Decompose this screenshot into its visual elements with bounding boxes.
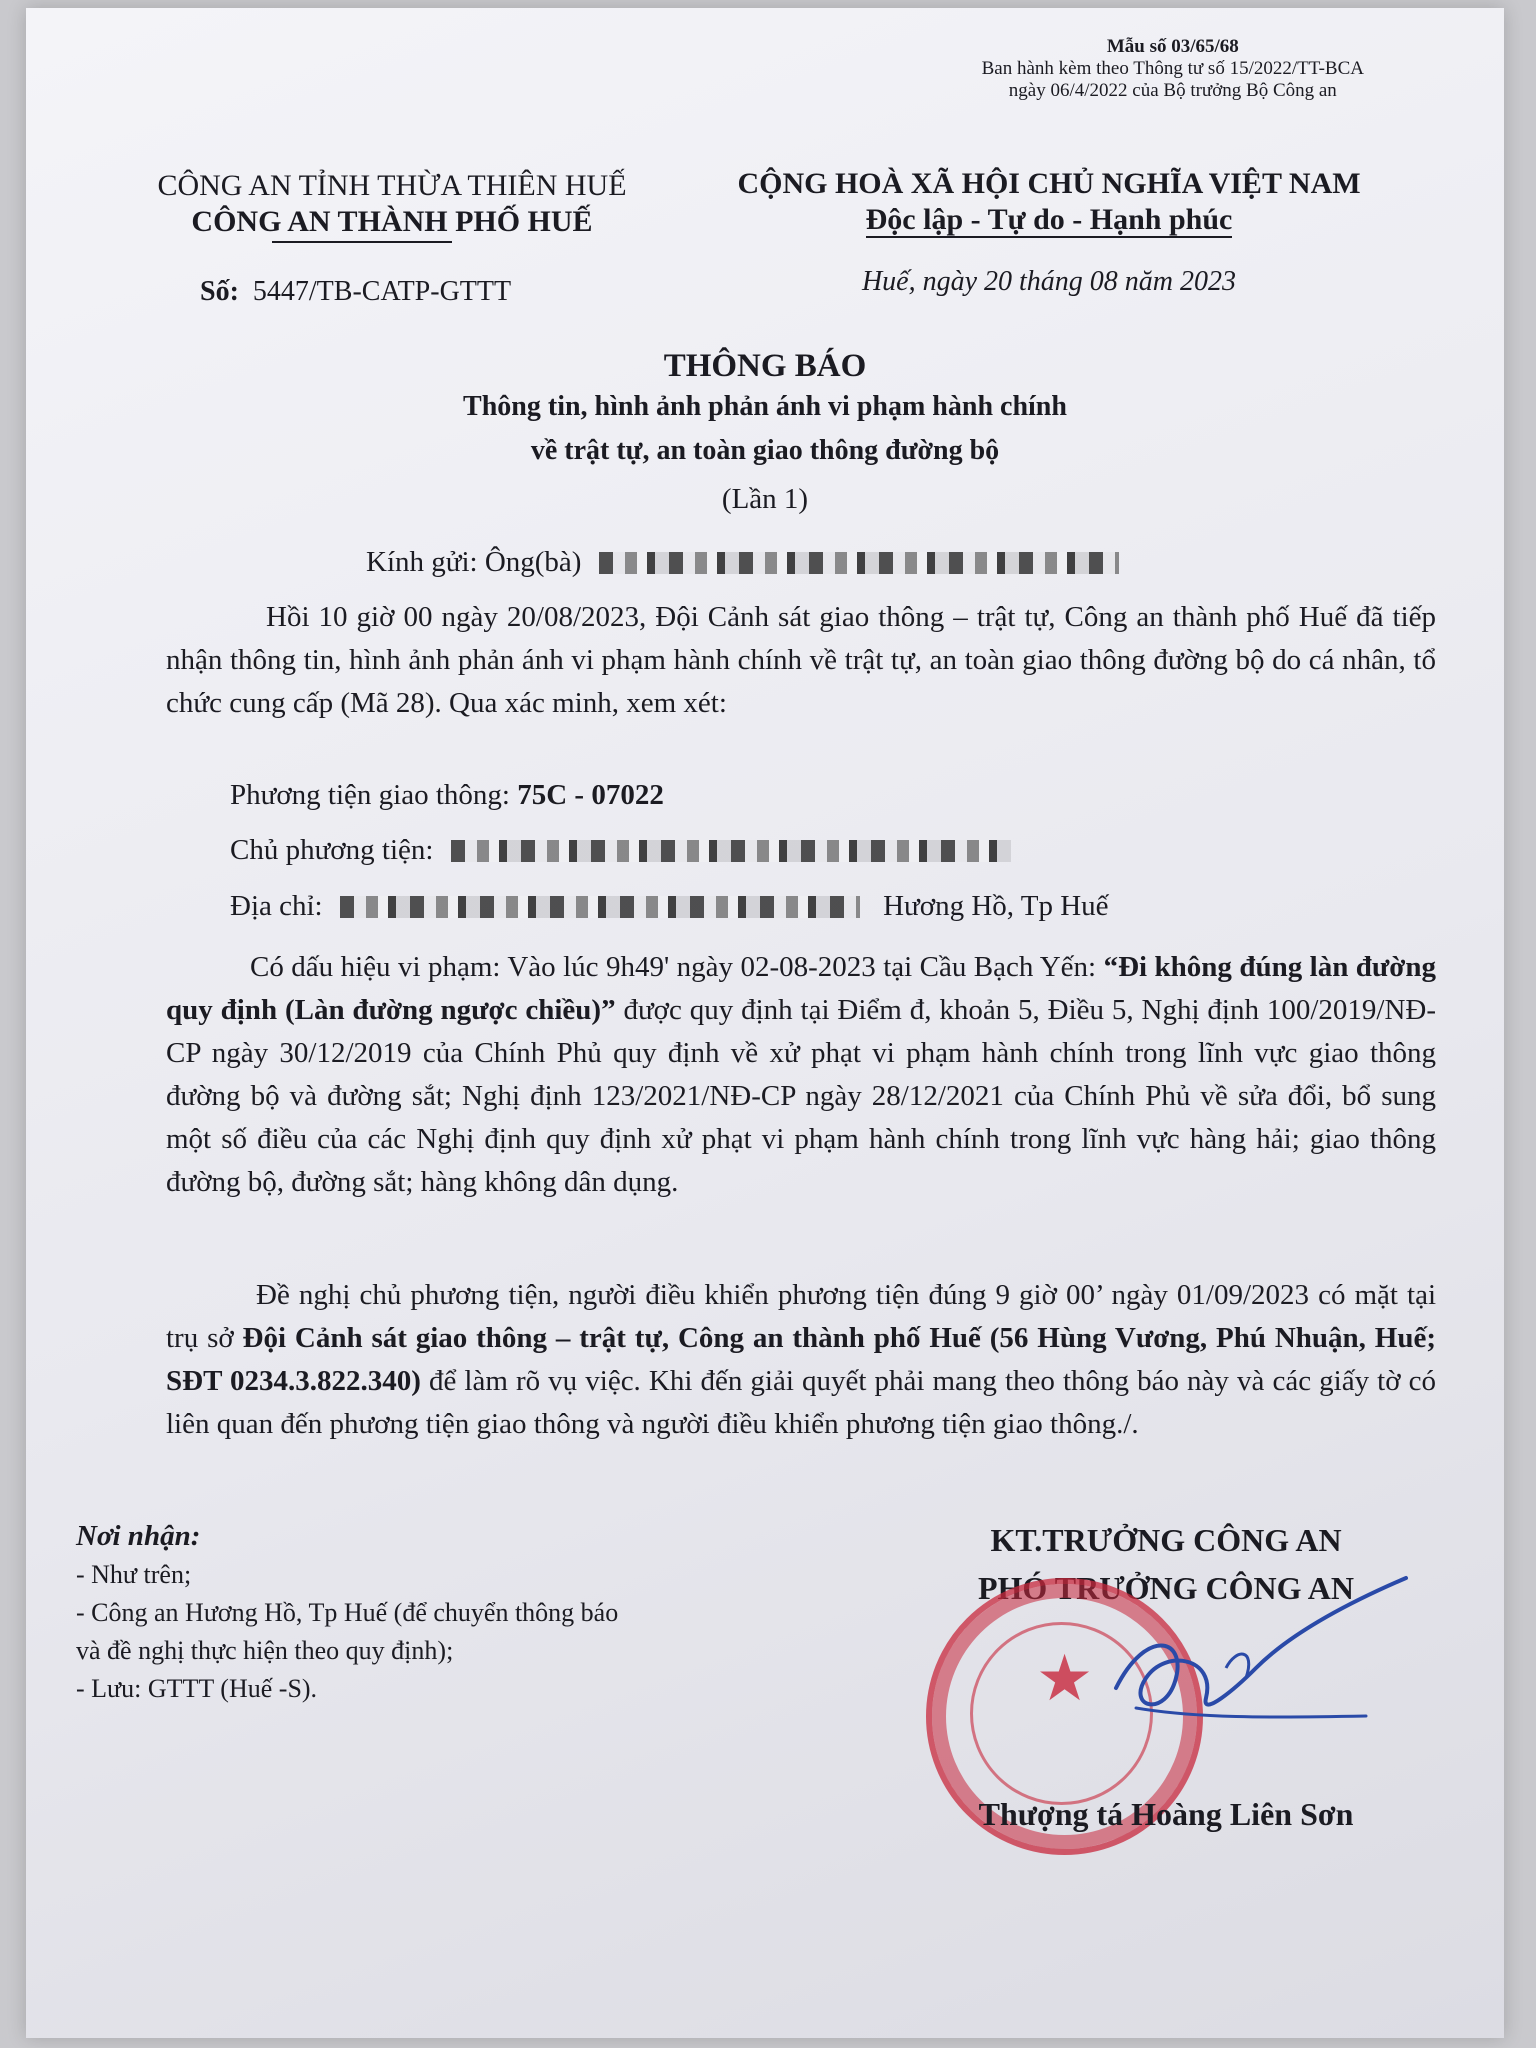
agency-underline: [272, 241, 452, 243]
signature-line-2: PHÓ TRƯỞNG CÔNG AN: [977, 1570, 1354, 1606]
nation-name: CỘNG HOÀ XÃ HỘI CHỦ NGHĨA VIỆT NAM: [737, 167, 1361, 200]
recipient-item: - Như trên;: [76, 1560, 192, 1589]
form-code: Mẫu số 03/65/68: [1106, 36, 1239, 57]
agency-unit: [122, 204, 662, 240]
paragraph-3-text-a: Đề nghị chủ phương tiện, người điều khiển phương tiện đúng 9 giờ 00’ ngày 01/09/2023 có mặt tại trụ sở: [166, 1279, 1436, 1354]
paragraph-1-text: Hồi 10 giờ 00 ngày 20/08/2023, Đội Cảnh sát giao thông – trật tự, Công an thành phố Huế đã tiếp nhận thông tin, hình ảnh phản ánh vi phạm hành chính về trật tự, an toàn giao thông đường bộ do cá nhân, tổ chức cung cấp (Mã 28). Qua xác minh, xem xét:: [166, 601, 1436, 719]
signature-line-1: KT.TRƯỞNG CÔNG AN: [990, 1522, 1342, 1558]
address-label: Địa chỉ:: [230, 890, 323, 922]
recipient-line: [366, 540, 1119, 584]
number-label: Số:: [200, 276, 239, 307]
address-tail: Hương Hồ, Tp Huế: [883, 890, 1109, 922]
recipient-label: Kính gửi: Ông(bà): [366, 546, 582, 578]
vehicle-plate: 75C - 07022: [517, 779, 664, 811]
owner-line: [230, 828, 1011, 872]
doc-subtitle-2: về trật tự, an toàn giao thông đường bộ: [530, 435, 1000, 466]
recipients-heading: Nơi nhận:: [76, 1520, 201, 1552]
title-block: [26, 348, 1504, 521]
redacted-address: [340, 896, 860, 918]
paragraph-2-text-a: Có dấu hiệu vi phạm: Vào lúc 9h49' ngày 02-08-2023 tại Cầu Bạch Yến:: [250, 951, 1104, 983]
recipient-item: và đề nghị thực hiện theo quy định);: [76, 1636, 454, 1665]
agency-unit-text: CÔNG AN THÀNH PHỐ HUẾ: [191, 205, 593, 238]
document-sheet: [26, 8, 1504, 2038]
nation-header: [694, 166, 1404, 238]
violation-description: “Đi không đúng làn đường quy định (Làn đường ngược chiều)”: [166, 951, 1436, 1026]
paragraph-3-text-b: để làm rõ vụ việc. Khi đến giải quyết phải mang theo thông báo này và các giấy tờ có liên quan đến phương tiện giao thông và người điều khiển phương tiện giao thông./.: [166, 1365, 1436, 1440]
vehicle-line: [230, 773, 664, 817]
form-date-line: ngày 06/4/2022 của Bộ trưởng Bộ Công an: [1008, 80, 1337, 101]
form-issuance-line: Ban hành kèm theo Thông tư số 15/2022/TT-BCA: [981, 58, 1364, 79]
recipients-block: [76, 1516, 618, 1708]
paragraph-3: [166, 1274, 1436, 1446]
vehicle-label: Phương tiện giao thông:: [230, 779, 510, 811]
nation-motto: [694, 202, 1404, 238]
doc-subtitle-1: Thông tin, hình ảnh phản ánh vi phạm hành chính: [463, 391, 1067, 422]
address-line: [230, 884, 1109, 928]
paragraph-2-text-b: được quy định tại Điểm đ, khoản 5, Điều 5, Nghị định 100/2019/NĐ-CP ngày 30/12/2019 của Chính Phủ quy định về xử phạt vi phạm hành chính trong lĩnh vực giao thông đường bộ và đường sắt; Nghị định 123/2021/NĐ-CP ngày 28/12/2021 của Chính Phủ về sửa đổi, bổ sung một số điều của các Nghị định quy định xử phạt vi phạm hành chính trong lĩnh vực hàng hải; giao thông đường bộ, đường sắt; hàng không dân dụng.: [166, 994, 1436, 1198]
redacted-recipient: [599, 552, 1119, 574]
owner-label: Chủ phương tiện:: [230, 834, 434, 866]
paragraph-1: [166, 596, 1436, 725]
form-reference: [982, 36, 1364, 102]
signer-name: Thượng tá Hoàng Liên Sơn: [978, 1796, 1354, 1832]
agency-parent: CÔNG AN TỈNH THỪA THIÊN HUẾ: [157, 169, 627, 202]
nation-motto-text: Độc lập - Tự do - Hạnh phúc: [865, 203, 1233, 236]
number-value: 5447/TB-CATP-GTTT: [252, 276, 512, 307]
stamp-star-icon: ★: [1035, 1642, 1094, 1716]
paragraph-2: [166, 946, 1436, 1204]
office-address: Đội Cảnh sát giao thông – trật tự, Công an thành phố Huế (56 Hùng Vương, Phú Nhuận, Huế; SĐT 0234.3.822.340): [166, 1322, 1436, 1397]
redacted-owner: [451, 840, 1011, 862]
handwritten-signature: [1106, 1568, 1426, 1788]
doc-title: THÔNG BÁO: [663, 348, 867, 384]
recipient-item: - Công an Hương Hồ, Tp Huế (để chuyển thông báo: [76, 1598, 619, 1627]
document-number: [200, 276, 511, 308]
doc-round: (Lần 1): [721, 483, 809, 515]
agency-header: [122, 168, 662, 240]
place-date: Huế, ngày 20 tháng 08 năm 2023: [861, 266, 1237, 297]
recipient-item: - Lưu: GTTT (Huế -S).: [76, 1674, 318, 1703]
